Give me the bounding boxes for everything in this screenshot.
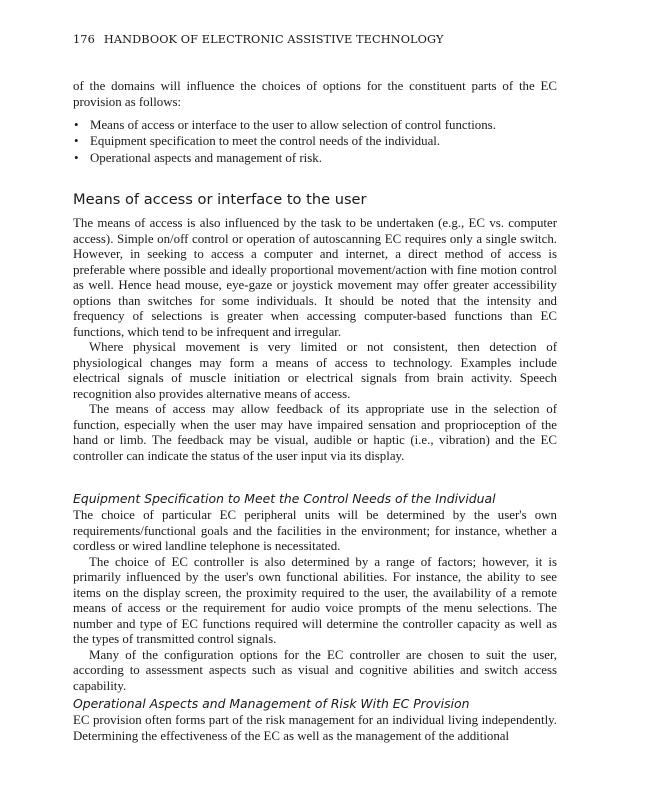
bullet-icon: • — [74, 150, 79, 165]
paragraph: The choice of EC controller is also determined by a range of factors; however, it is primarily influenced by the user's own functional abilities. For instance, the ability to see items on the display screen, the proximity required to the user, the availability of a remote means of access or the requirement for audio voice prompts of the menu selections. The number and type of EC functions required will determine the controller capacity as well as the types of transmitted control signals. — [73, 554, 557, 646]
bullet-list — [73, 117, 557, 166]
section-heading-means-of-access: Means of access or interface to the user — [73, 191, 367, 208]
intro-paragraph: of the domains will influence the choices of options for the constituent parts of the EC provision as follows: — [73, 79, 557, 109]
paragraph: The choice of particular EC peripheral units will be determined by the user's own requirements/functional goals and the facilities in the environment; for instance, whether a cordless or wired landline telephone is necessitated. — [73, 508, 557, 553]
paragraph: Where physical movement is very limited or not consistent, then detection of physiological changes may form a means of access to technology. Examples include electrical signals of muscle initiation or electrical signals from brain activity. Speech recognition also provides alternative means of access. — [73, 340, 557, 401]
paragraph: The means of access may allow feedback of its appropriate use in the selection of function, especially when the user may have impaired sensation and proprioception of the hand or limb. The feedback may be visual, audible or haptic (i.e., vibration) and the EC controller can indicate the status of the user input via its display. — [73, 402, 557, 463]
paragraph: The means of access is also influenced by the task to be undertaken (e.g., EC vs. computer access). Simple on/off control or operation of autoscanning EC requires only a single switch. However, in seeking to access a computer and internet, a direct method of access is preferable where possible and ideally proportional movement/action with fine motion control as well. Hence head mouse, eye-gaze or joystick movement may offer greater accessibility options than switches for some individuals. It should be noted that the intensity and frequency of selections is greater when accessing computer-based functions than EC functions, which tend to be infrequent and irregular. — [73, 216, 557, 339]
subsection-heading-equipment: Equipment Specification to Meet the Control Needs of the Individual — [73, 491, 496, 506]
page-number: 176 — [73, 33, 95, 46]
section-body-means-of-access — [73, 216, 557, 464]
list-item: • Operational aspects and management of risk. — [74, 150, 322, 165]
list-item: • Means of access or interface to the user to allow selection of control functions. — [74, 118, 496, 132]
bullet-icon: • — [74, 134, 79, 149]
paragraph: Many of the configuration options for the EC controller are chosen to suit the user, according to assessment aspects such as visual and cognitive abilities and switch access capability. — [73, 647, 557, 693]
bullet-icon: • — [74, 118, 79, 132]
running-head — [73, 33, 557, 46]
list-item: • Equipment specification to meet the control needs of the individual. — [74, 134, 441, 149]
section-body-operational — [73, 713, 557, 744]
subsection-heading-operational: Operational Aspects and Management of Risk With EC Provision — [73, 696, 470, 711]
running-title: HANDBOOK OF ELECTRONIC ASSISTIVE TECHNOLOGY — [103, 33, 444, 46]
paragraph: EC provision often forms part of the risk management for an individual living independently. Determining the effectiveness of the EC as well as the management of the additional — [73, 713, 557, 743]
section-body-equipment — [73, 508, 557, 694]
